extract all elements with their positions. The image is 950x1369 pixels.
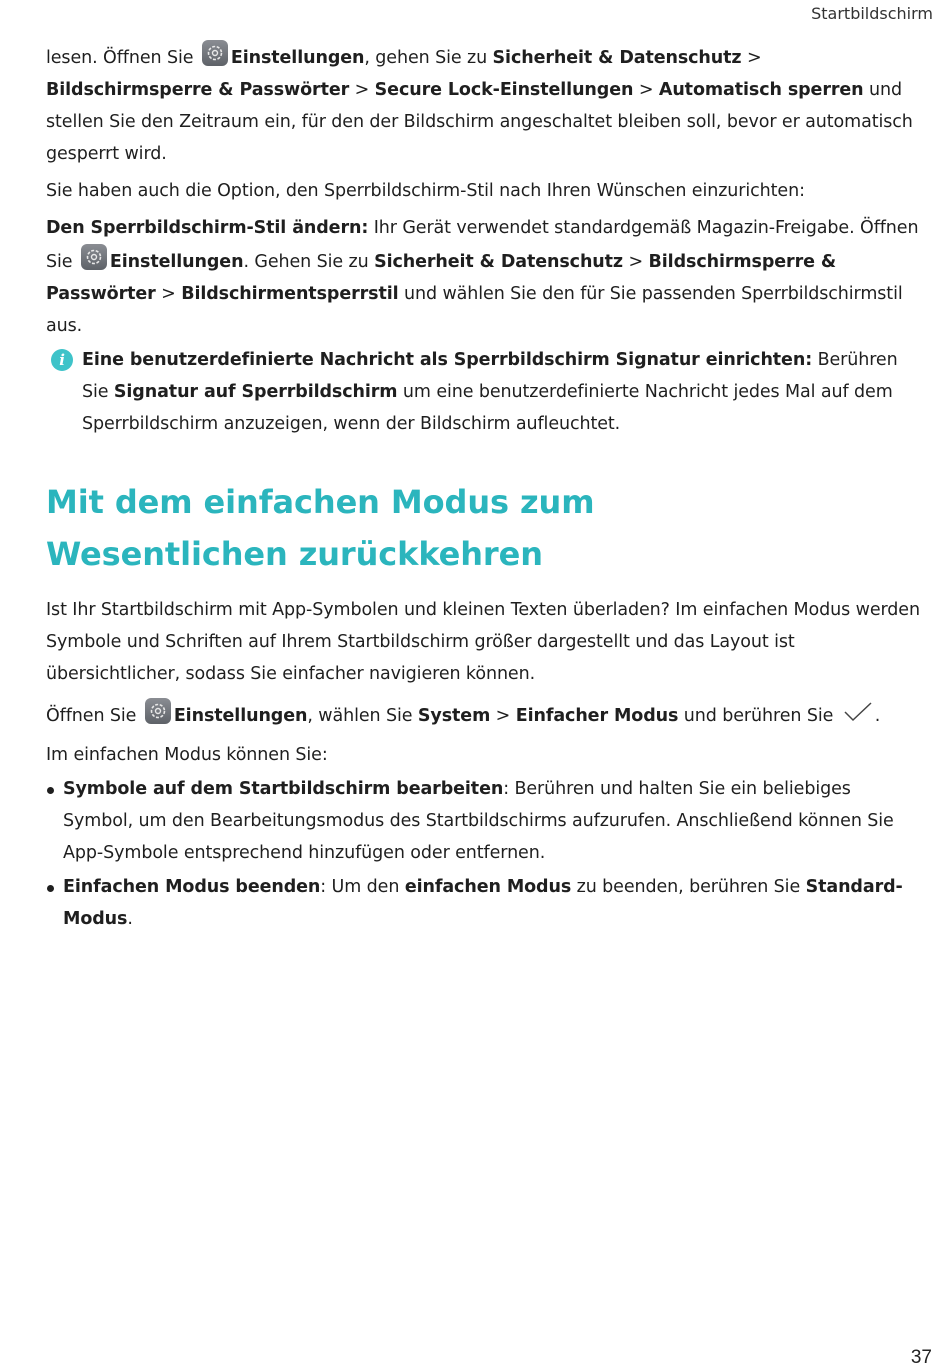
paragraph-open-settings: Öffnen Sie Einstellungen, wählen Sie System > Einfacher Modus und berühren Sie . xyxy=(46,698,920,734)
paragraph-can: Im einfachen Modus können Sie: xyxy=(46,745,328,765)
feature-list xyxy=(46,773,920,935)
paragraph-intro: Ist Ihr Startbildschirm mit App-Symbolen und kleinen Texten überladen? Im einfachen Modus werden Symbole und Schriften auf Ihrem Startbildschirm größer dargestellt und das Layout ist übersichtlicher, sodass Sie einfacher navigieren können. xyxy=(46,600,920,684)
page-number: 37 xyxy=(910,1347,932,1368)
section-title: Mit dem einfachen Modus zum Wesentlichen zurückkehren xyxy=(46,483,595,573)
settings-icon xyxy=(145,698,171,724)
info-icon: i xyxy=(51,349,73,371)
page-content xyxy=(46,40,920,935)
paragraph-lockscreen-style: Den Sperrbildschirm-Stil ändern: Ihr Gerät verwendet standardgemäß Magazin-Freigabe. Öffnen Sie Einstellungen. Gehen Sie zu Sicherheit & Datenschutz > Bildschirmsperre & Passwörter > Bildschirmentsperrstil und wählen Sie den für Sie passenden Sperrbildschirmstil aus. xyxy=(46,218,919,336)
settings-icon xyxy=(81,244,107,270)
list-item: Symbole auf dem Startbildschirm bearbeiten: Berühren und halten Sie ein beliebiges Symbol, um den Bearbeitungsmodus des Startbildschirms aufzurufen. Anschließend können Sie App-Symbole entsprechend hinzufügen oder entfernen. xyxy=(46,773,920,869)
settings-icon xyxy=(202,40,228,66)
bullet-icon xyxy=(47,885,54,892)
paragraph-option: Sie haben auch die Option, den Sperrbildschirm-Stil nach Ihren Wünschen einzurichten: xyxy=(46,181,805,201)
checkmark-icon xyxy=(843,701,873,734)
info-note: i Eine benutzerdefinierte Nachricht als Sperrbildschirm Signatur einrichten: Berühren Sie Signatur auf Sperrbildschirm um eine benutzerdefinierte Nachricht jedes Mal auf dem Sperrbildschirm anzuzeigen, wenn der Bildschirm aufleuchtet. xyxy=(46,344,920,440)
list-item: Einfachen Modus beenden: Um den einfachen Modus zu beenden, berühren Sie Standard-Modus. xyxy=(46,871,920,935)
bullet-icon xyxy=(47,787,54,794)
running-header: Startbildschirm xyxy=(811,4,933,23)
paragraph-auto-lock: lesen. Öffnen Sie Einstellungen, gehen Sie zu Sicherheit & Datenschutz > Bildschirmsperre & Passwörter > Secure Lock-Einstellungen > Automatisch sperren und stellen Sie den Zeitraum ein, für den der Bildschirm angeschaltet bleiben soll, bevor er automatisch gesperrt wird. xyxy=(46,40,920,170)
